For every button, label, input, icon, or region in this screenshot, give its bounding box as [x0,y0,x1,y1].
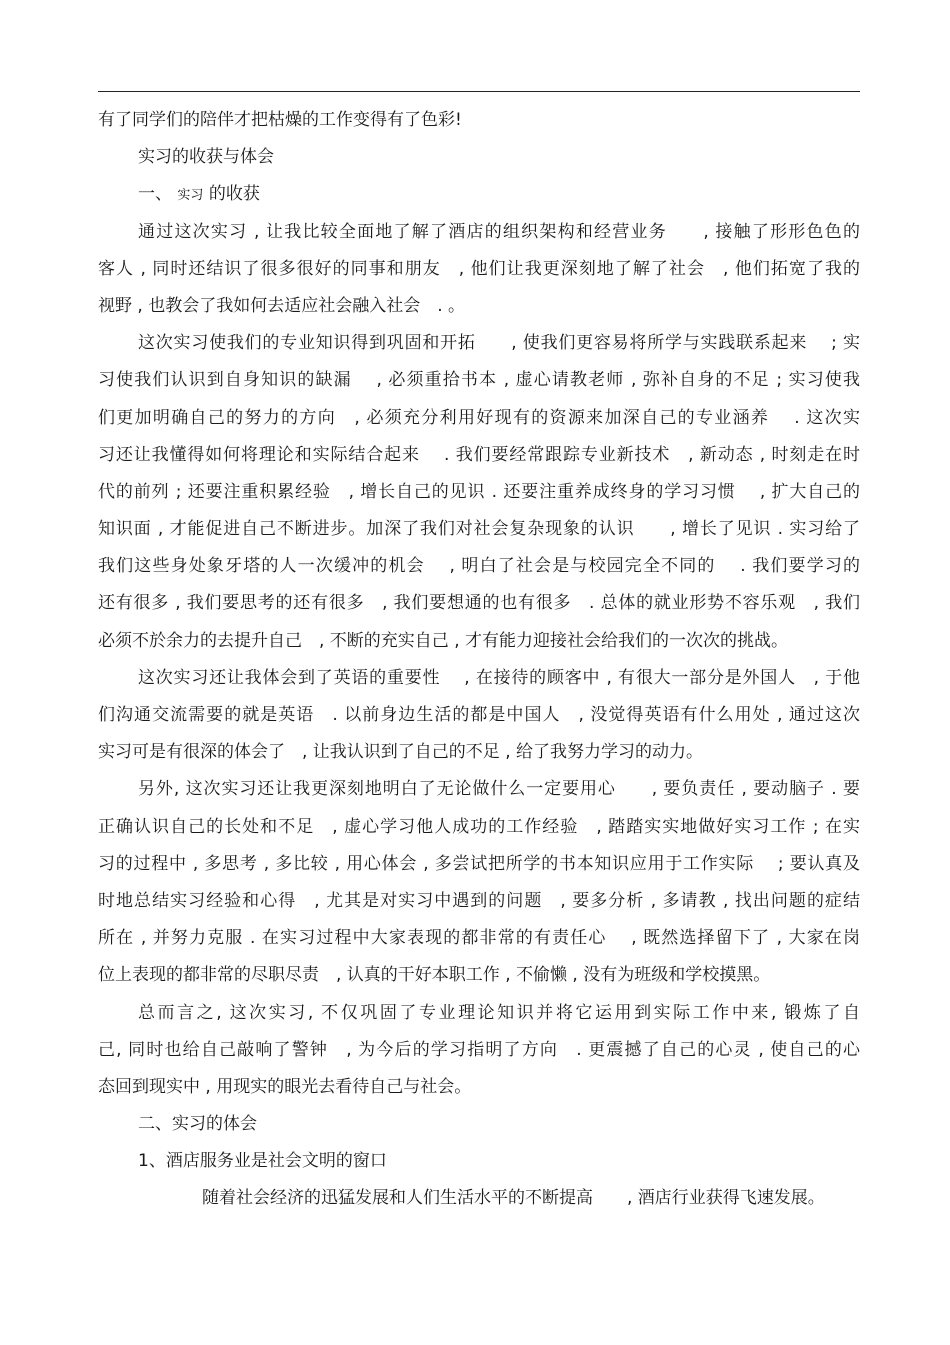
text-line: 习使我们认识到自身知识的缺漏 , 必须重拾书本 , 虚心请教老师 , 弥补自身的不足 ; 实习使我 [98,370,860,391]
text-line: 另外, 这次实习还让我更深刻地明白了无论做什么一定要用心 , 要负责任 , 要动脑子 . 要 [138,779,860,800]
text-line: 正确认识自己的长处和不足 , 虚心学习他人成功的工作经验 , 踏踏实实地做好实习工作 ; 在实 [98,816,860,837]
header-rule [98,91,860,92]
subheading-harvest [98,176,860,213]
text-line: 视野 , 也教会了我如何去适应社会融入社会 . 。 [98,295,466,316]
text-line [98,176,860,213]
text-line: 实习的收获与体会 [138,147,274,168]
text-line: 实习可是有很深的体会了 , 让我认识到了自己的不足 , 给了我努力学习的动力。 [98,742,704,763]
text-line: 知识面 , 才能促进自己不断进步。加深了我们对社会复杂现象的认识 , 增长了见识 . 实习给了 [98,519,860,540]
heading-part: 实习 [177,188,204,204]
document-body [98,102,860,1218]
heading-part: 的收获 [203,184,260,205]
text-line: 客人 , 同时还结识了很多很好的同事和朋友 , 他们让我更深刻地了解了社会 , 他们拓宽了我的 [98,258,860,279]
paragraph-harvest-4 [98,771,860,994]
text-line: 所在 , 并努力克服 . 在实习过程中大家表现的都非常的有责任心 , 既然选择留下了 , 大家在岗 [98,928,860,949]
section-heading-harvest-and-experience [98,139,860,176]
text-line: 随着社会经济的迅猛发展和人们生活水平的不断提高 , 酒店行业获得飞速发展。 [202,1188,825,1209]
subheading-hotel-service [98,1143,860,1180]
text-line: 我们这些身处象牙塔的人一次缓冲的机会 , 明白了社会是与校园完全不同的 . 我们要学习的 [98,556,860,577]
subheading-experience [98,1106,860,1143]
text-line: 时地总结实习经验和心得 , 尤其是对实习中遇到的问题 , 要多分析 , 多请教 , 找出问题的症结 [98,890,860,911]
text-line: 通过这次实习 , 让我比较全面地了解了酒店的组织架构和经营业务 , 接触了形形色色的 [138,221,860,242]
text-line: 们更加明确自己的努力的方向 , 必须充分利用好现有的资源来加深自己的专业涵养 . 这次实 [98,407,860,428]
text-line: 习还让我懂得如何将理论和实际结合起来 . 我们要经常跟踪专业新技术 , 新动态 , 时刻走在时 [98,444,860,465]
paragraph-continuation [98,102,860,139]
paragraph-harvest-2 [98,325,860,660]
text-line: 们沟通交流需要的就是英语 . 以前身边生活的都是中国人 , 没觉得英语有什么用处 , 通过这次 [98,705,860,725]
paragraph-harvest-1 [98,214,860,326]
paragraph-hotel-service [98,1180,860,1217]
paragraph-harvest-3 [98,660,860,772]
text-line: 己, 同时也给自己敲响了警钟 , 为今后的学习指明了方向 . 更震撼了自己的心灵 , 使自己的心 [98,1039,860,1060]
text-line: 位上表现的都非常的尽职尽责 , 认真的干好本职工作 , 不偷懒 , 没有为班级和学校摸黑。 [98,965,771,986]
paragraph-harvest-summary [98,995,860,1107]
text-line: 态回到现实中 , 用现实的眼光去看待自己与社会。 [98,1076,472,1097]
text-line: 总而言之, 这次实习, 不仅巩固了专业理论知识并将它运用到实际工作中来, 锻炼了自 [138,1002,860,1023]
heading-part: 一、 [138,184,178,205]
text-line: 有了同学们的陪伴才把枯燥的工作变得有了色彩! [98,110,462,130]
text-line: 代的前列 ; 还要注重积累经验 , 增长自己的见识 . 还要注重养成终身的学习习惯 , 扩大自己的 [98,481,860,502]
text-line: 这次实习使我们的专业知识得到巩固和开拓 , 使我们更容易将所学与实践联系起来 ; 实 [138,333,860,354]
text-line: 必须不於余力的去提升自己 , 不断的充实自己 , 才有能力迎接社会给我们的一次次的挑战。 [98,630,789,651]
text-line: 习的过程中 , 多思考 , 多比较 , 用心体会 , 多尝试把所学的书本知识应用于工作实际 ; 要认真及 [98,853,860,874]
text-line: 二、实习的体会 [138,1114,257,1135]
text-line: 这次实习还让我体会到了英语的重要性 , 在接待的顾客中 , 有很大一部分是外国人 , 于他 [138,667,860,688]
text-line: 还有很多 , 我们要思考的还有很多 , 我们要想通的也有很多 . 总体的就业形势不容乐观 , 我们 [98,593,860,614]
text-line: 1、酒店服务业是社会文明的窗口 [138,1151,387,1172]
